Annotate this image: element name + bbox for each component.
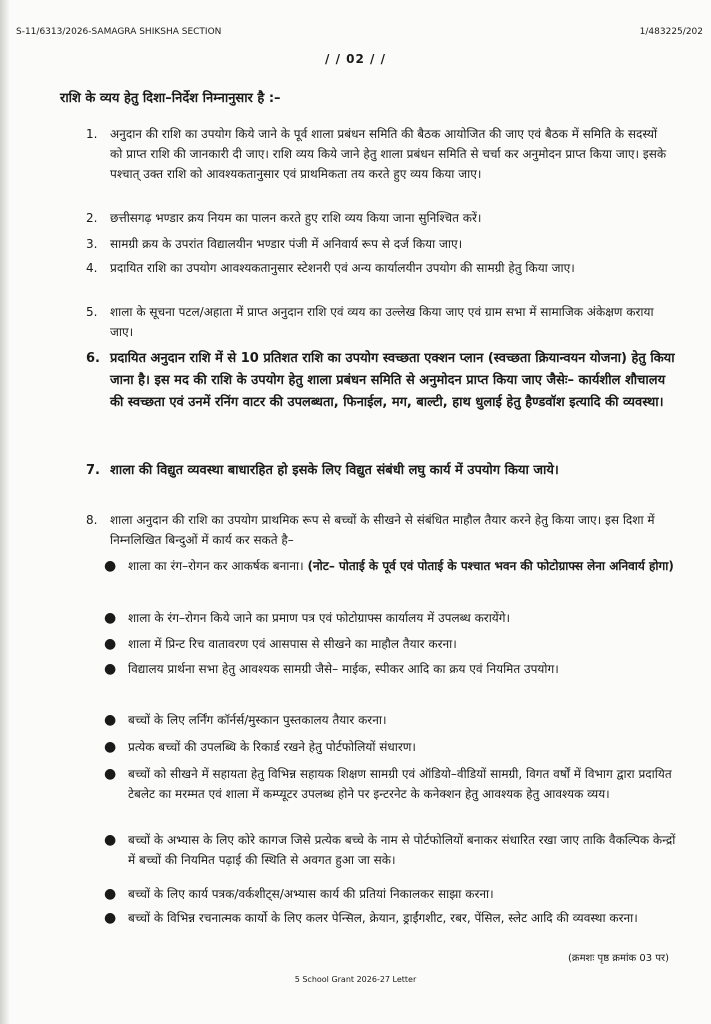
list-item bbox=[86, 460, 680, 482]
item-text: शाला अनुदान की राशि का उपयोग प्राथमिक रूप से बच्चों के सीखने से संबंधित माहौल तैयार करने हेतु किया जाए। इस दिशा में निम्नलिखित बिन्दुओं में कार्य कर सकते है– bbox=[110, 513, 655, 547]
item-number: 6. bbox=[86, 351, 100, 366]
item-number: 2. bbox=[86, 211, 98, 225]
bullet-item bbox=[104, 556, 678, 576]
bullet-icon: ● bbox=[104, 636, 117, 652]
page-edge-shadow bbox=[0, 0, 10, 1024]
bullet-item bbox=[104, 908, 678, 928]
bullet-note: (नोट– पोताई के पूर्व एवं पोताई के पश्चात भवन की फोटोग्राफ्स लेना अनिवार्य होगा) bbox=[307, 559, 674, 573]
item-number: 4. bbox=[86, 261, 98, 275]
bullet-text: बच्चों के लिए कार्य पत्रक/वर्कशीट्स/अभ्यास कार्य की प्रतियां निकालकर साझा करना। bbox=[128, 887, 494, 901]
item-number: 1. bbox=[86, 127, 98, 141]
list-item bbox=[86, 302, 670, 342]
bullet-text: शाला के रंग–रोगन किये जाने का प्रमाण पत्र एवं फोटोग्राफ्स कार्यालय में उपलब्ध करायेंगे। bbox=[128, 611, 511, 625]
item-number: 5. bbox=[86, 305, 98, 319]
bullet-item bbox=[104, 737, 678, 757]
item-text: अनुदान की राशि का उपयोग किये जाने के पूर्व शाला प्रबंधन समिति की बैठक आयोजित की जाए एवं बैठक में समिति के सदस्यों को प्राप्त राशि की जानकारी दी जाए। राशि व्यय किये जाने हेतु शाला प्रबंधन समिति से चर्चा कर अनुमोदन प्राप्त किया जाए। इसके पश्चात् उक्त राशि को आवश्यकतानुसार एवं प्राथमिकता तय करते हुए व्यय किया जाए। bbox=[110, 127, 667, 181]
bullet-icon: ● bbox=[104, 766, 117, 782]
bullet-item bbox=[104, 884, 678, 904]
bullet-text: बच्चों के अभ्यास के लिए कोरे कागज जिसे प्रत्येक बच्चे के नाम से पोर्टफोलियों बनाकर संधारित रखा जाए ताकि वैकल्पिक केन्द्रों में बच्चों की नियमित पढ़ाई की स्थिति से अवगत हुआ जा सके। bbox=[128, 833, 676, 867]
section-heading: राशि के व्यय हेतु दिशा–निर्देश निम्नानुसार है :– bbox=[60, 91, 281, 106]
file-reference: S-11/6313/2026-SAMAGRA SHIKSHA SECTION bbox=[16, 27, 222, 37]
bullet-text: शाला में प्रिन्ट रिच वातावरण एवं आसपास से सीखने का माहौल तैयार करना। bbox=[128, 637, 457, 651]
bullet-text: बच्चों के विभिन्न रचनात्मक कार्यो के लिए कलर पेन्सिल, क्रेयान, ड्राईंगशीट, रबर, पेंसिल, स्लेट आदि की व्यवस्था करना। bbox=[128, 911, 638, 925]
bullet-text: बच्चों के लिए लर्निंग कॉर्नर्स/मुस्कान पुस्तकालय तैयार करना। bbox=[128, 713, 387, 727]
bullet-icon: ● bbox=[104, 661, 117, 677]
bullet-icon: ● bbox=[104, 558, 117, 574]
bullet-icon: ● bbox=[104, 739, 117, 755]
bullet-item bbox=[104, 764, 678, 804]
item-number: 3. bbox=[86, 237, 98, 251]
bullet-icon: ● bbox=[104, 712, 117, 728]
bullet-item bbox=[104, 830, 678, 870]
list-item bbox=[86, 510, 680, 550]
item-number: 7. bbox=[86, 463, 100, 478]
item-number: 8. bbox=[86, 513, 98, 527]
bullet-item bbox=[104, 634, 678, 654]
bullet-item bbox=[104, 608, 678, 628]
bullet-item bbox=[104, 659, 678, 679]
item-text: शाला की विद्युत व्यवस्था बाधारहित हो इसके लिए विद्युत संबंधी लघु कार्य में उपयोग किया जाये। bbox=[110, 463, 559, 478]
bullet-text: विद्यालय प्रार्थना सभा हेतु आवश्यक सामग्री जैसे– माईक, स्पीकर आदि का क्रय एवं नियमित उपयोग। bbox=[128, 662, 559, 676]
bullet-text: बच्चों को सीखने में सहायता हेतु विभिन्न सहायक शिक्षण सामग्री एवं ऑडियो–वीडियों सामग्री, विगत वर्षों में विभाग द्वारा प्रदायित टेबलेट का मरम्मत एवं शाला में कम्प्यूटर उपलब्ध होने पर इन्टरनेट के कनेक्शन हेतु आवश्यक हेतु आवश्यक व्यय। bbox=[128, 767, 672, 801]
item-text: प्रदायित अनुदान राशि में से 10 प्रतिशत राशि का उपयोग स्वच्छता एक्शन प्लान (स्वच्छता क्रियान्वयन योजना) हेतु किया जाना है। इस मद की राशि के उपयोग हेतु शाला प्रबंधन समिति से अनुमोदन प्राप्त किया जाए जैसेः– कार्यशील शौचालय की स्वच्छता एवं उनमें रनिंग वाटर की उपलब्धता, फिनाईल, मग, बाल्टी, हाथ धुलाई हेतु हैण्डवॉश इत्यादि की व्यवस्था। bbox=[110, 351, 675, 410]
bullet-icon: ● bbox=[104, 910, 117, 926]
list-item bbox=[86, 348, 680, 414]
list-item bbox=[86, 208, 670, 228]
bullet-icon: ● bbox=[104, 886, 117, 902]
list-item bbox=[86, 234, 670, 254]
bullet-icon: ● bbox=[104, 832, 117, 848]
document-number: 1/483225/202 bbox=[639, 27, 703, 37]
bullet-text: शाला का रंग–रोगन कर आकर्षक बनाना। bbox=[128, 559, 308, 573]
list-item bbox=[86, 124, 670, 184]
continuation-note: (क्रमशः पृष्ठ क्रमांक 03 पर) bbox=[568, 953, 669, 964]
item-text: प्रदायित राशि का उपयोग आवश्यकतानुसार स्टेशनरी एवं अन्य कार्यालयीन उपयोग की सामग्री हेतु किया जाए। bbox=[110, 261, 575, 275]
list-item bbox=[86, 258, 670, 278]
bullet-icon: ● bbox=[104, 610, 117, 626]
bullet-text: प्रत्येक बच्चों की उपलब्धि के रिकार्ड रखने हेतु पोर्टफोलियों संधारण। bbox=[128, 740, 416, 754]
item-text: शाला के सूचना पटल/अहाता में प्राप्त अनुदान राशि एवं व्यय का उल्लेख किया जाए एवं ग्राम सभा में सामाजिक अंकेक्षण कराया जाए। bbox=[110, 305, 654, 339]
page-number: / / 02 / / bbox=[325, 52, 386, 66]
item-text: छत्तीसगढ़ भण्डार क्रय नियम का पालन करते हुए राशि व्यय किया जाना सुनिश्चित करें। bbox=[110, 211, 482, 225]
bullet-item bbox=[104, 710, 678, 730]
page-footer: 5 School Grant 2026-27 Letter bbox=[294, 975, 417, 984]
item-text: सामग्री क्रय के उपरांत विद्यालयीन भण्डार पंजी में अनिवार्य रूप से दर्ज किया जाए। bbox=[110, 237, 463, 251]
